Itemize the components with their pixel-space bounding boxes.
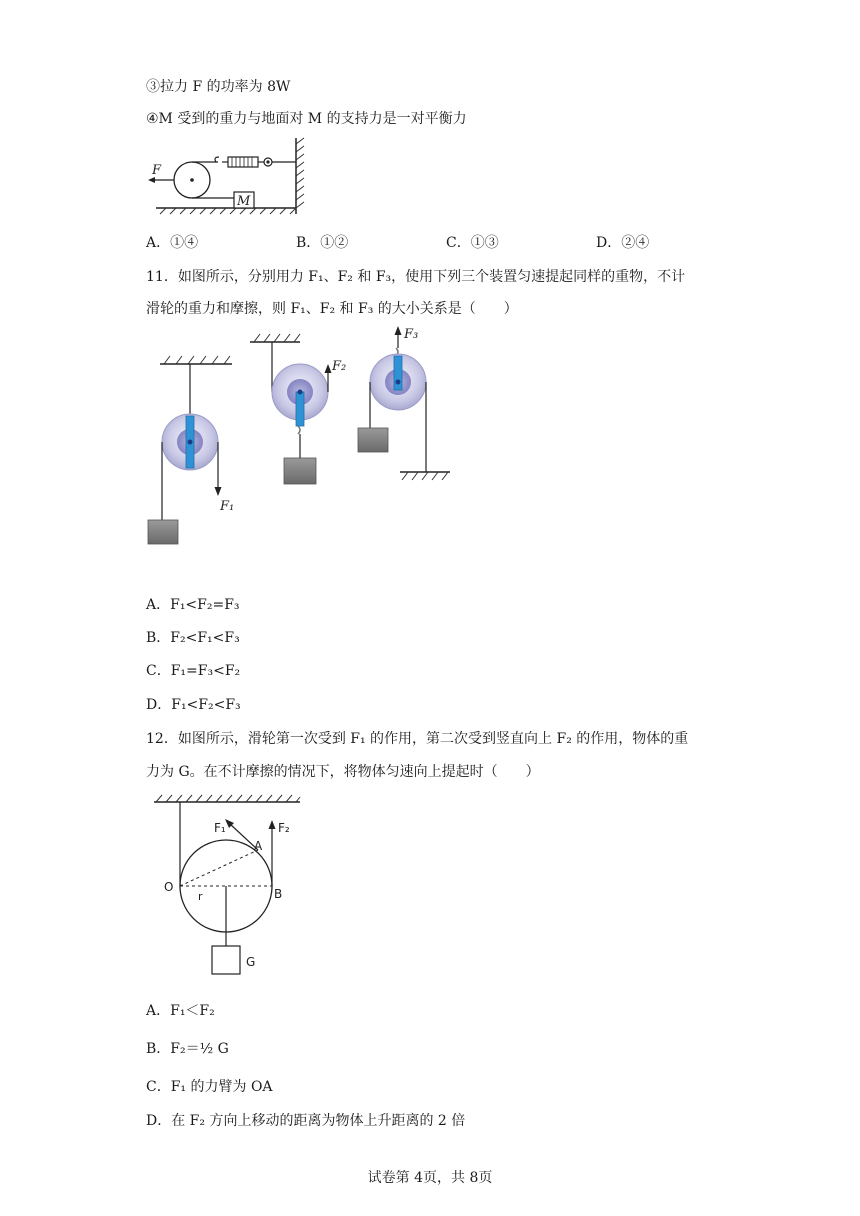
label-r: r — [198, 890, 203, 903]
spring-scale — [215, 157, 296, 167]
q11-f2-arrow — [325, 364, 332, 373]
q11-stem-line-1: 11．如图所示，分别用力 F₁、F₂ 和 F₃，使用下列三个装置匀速提起同样的重物，不计 — [146, 269, 686, 285]
q12-option-b[interactable]: B．F₂＝½ G — [146, 1041, 229, 1057]
q12-option-d[interactable]: D．在 F₂ 方向上移动的距离为物体上升距离的 2 倍 — [146, 1113, 466, 1129]
q11-label-f1: F₁ — [220, 499, 235, 514]
wall — [296, 138, 304, 214]
q11-option-c[interactable]: C．F₁=F₃<F₂ — [146, 663, 241, 679]
q10-option-b[interactable]: B．①② — [296, 235, 349, 251]
q11-device-2 — [250, 334, 346, 484]
q12-stem-line-2: 力为 G。在不计摩擦的情况下，将物体匀速向上提起时（ ） — [146, 764, 540, 780]
q11-figure — [140, 326, 460, 554]
q12-figure — [150, 792, 310, 982]
label-f1: F₁ — [214, 821, 226, 835]
q11-label-f3: F₃ — [404, 327, 419, 342]
label-g: G — [246, 955, 256, 969]
ceiling — [154, 795, 300, 802]
q10-option-d[interactable]: D．②④ — [596, 235, 650, 251]
label-f2: F₂ — [278, 821, 290, 835]
ground — [156, 208, 296, 214]
label-f: F — [152, 163, 162, 178]
q11-option-a[interactable]: A．F₁<F₂=F₃ — [146, 597, 240, 613]
q11-weight-1 — [148, 520, 178, 544]
label-m: M — [237, 194, 251, 209]
weight-g — [212, 946, 240, 974]
q10-item-3: ③拉力 F 的功率为 8W — [146, 79, 291, 95]
q11-weight-2 — [284, 458, 316, 484]
label-a: A — [254, 839, 263, 853]
page-footer: 试卷第 4页，共 8页 — [367, 1170, 493, 1186]
q11-stem-line-2: 滑轮的重力和摩擦，则 F₁、F₂ 和 F₃ 的大小关系是（ ） — [146, 301, 518, 317]
q11-f3-arrow — [395, 326, 402, 335]
q11-device-1 — [148, 356, 234, 544]
label-b: B — [274, 887, 283, 901]
q11-label-f2: F₂ — [332, 359, 347, 374]
q11-option-d[interactable]: D．F₁<F₂<F₃ — [146, 697, 241, 713]
q10-figure — [146, 136, 316, 220]
q10-option-a[interactable]: A．①④ — [146, 235, 199, 251]
q11-option-b[interactable]: B．F₂<F₁<F₃ — [146, 630, 240, 646]
q10-item-4: ④M 受到的重力与地面对 M 的支持力是一对平衡力 — [146, 111, 467, 127]
q12-stem-line-1: 12．如图所示，滑轮第一次受到 F₁ 的作用，第二次受到竖直向上 F₂ 的作用，物体的重 — [146, 731, 689, 747]
q10-option-c[interactable]: C．①③ — [446, 235, 499, 251]
q11-f1-arrow — [215, 487, 222, 496]
q11-device-3 — [358, 326, 450, 480]
q11-weight-3 — [358, 428, 388, 452]
q12-option-c[interactable]: C．F₁ 的力臂为 OA — [146, 1079, 273, 1095]
label-o: O — [164, 880, 174, 894]
q12-option-a[interactable]: A．F₁＜F₂ — [146, 1003, 215, 1019]
